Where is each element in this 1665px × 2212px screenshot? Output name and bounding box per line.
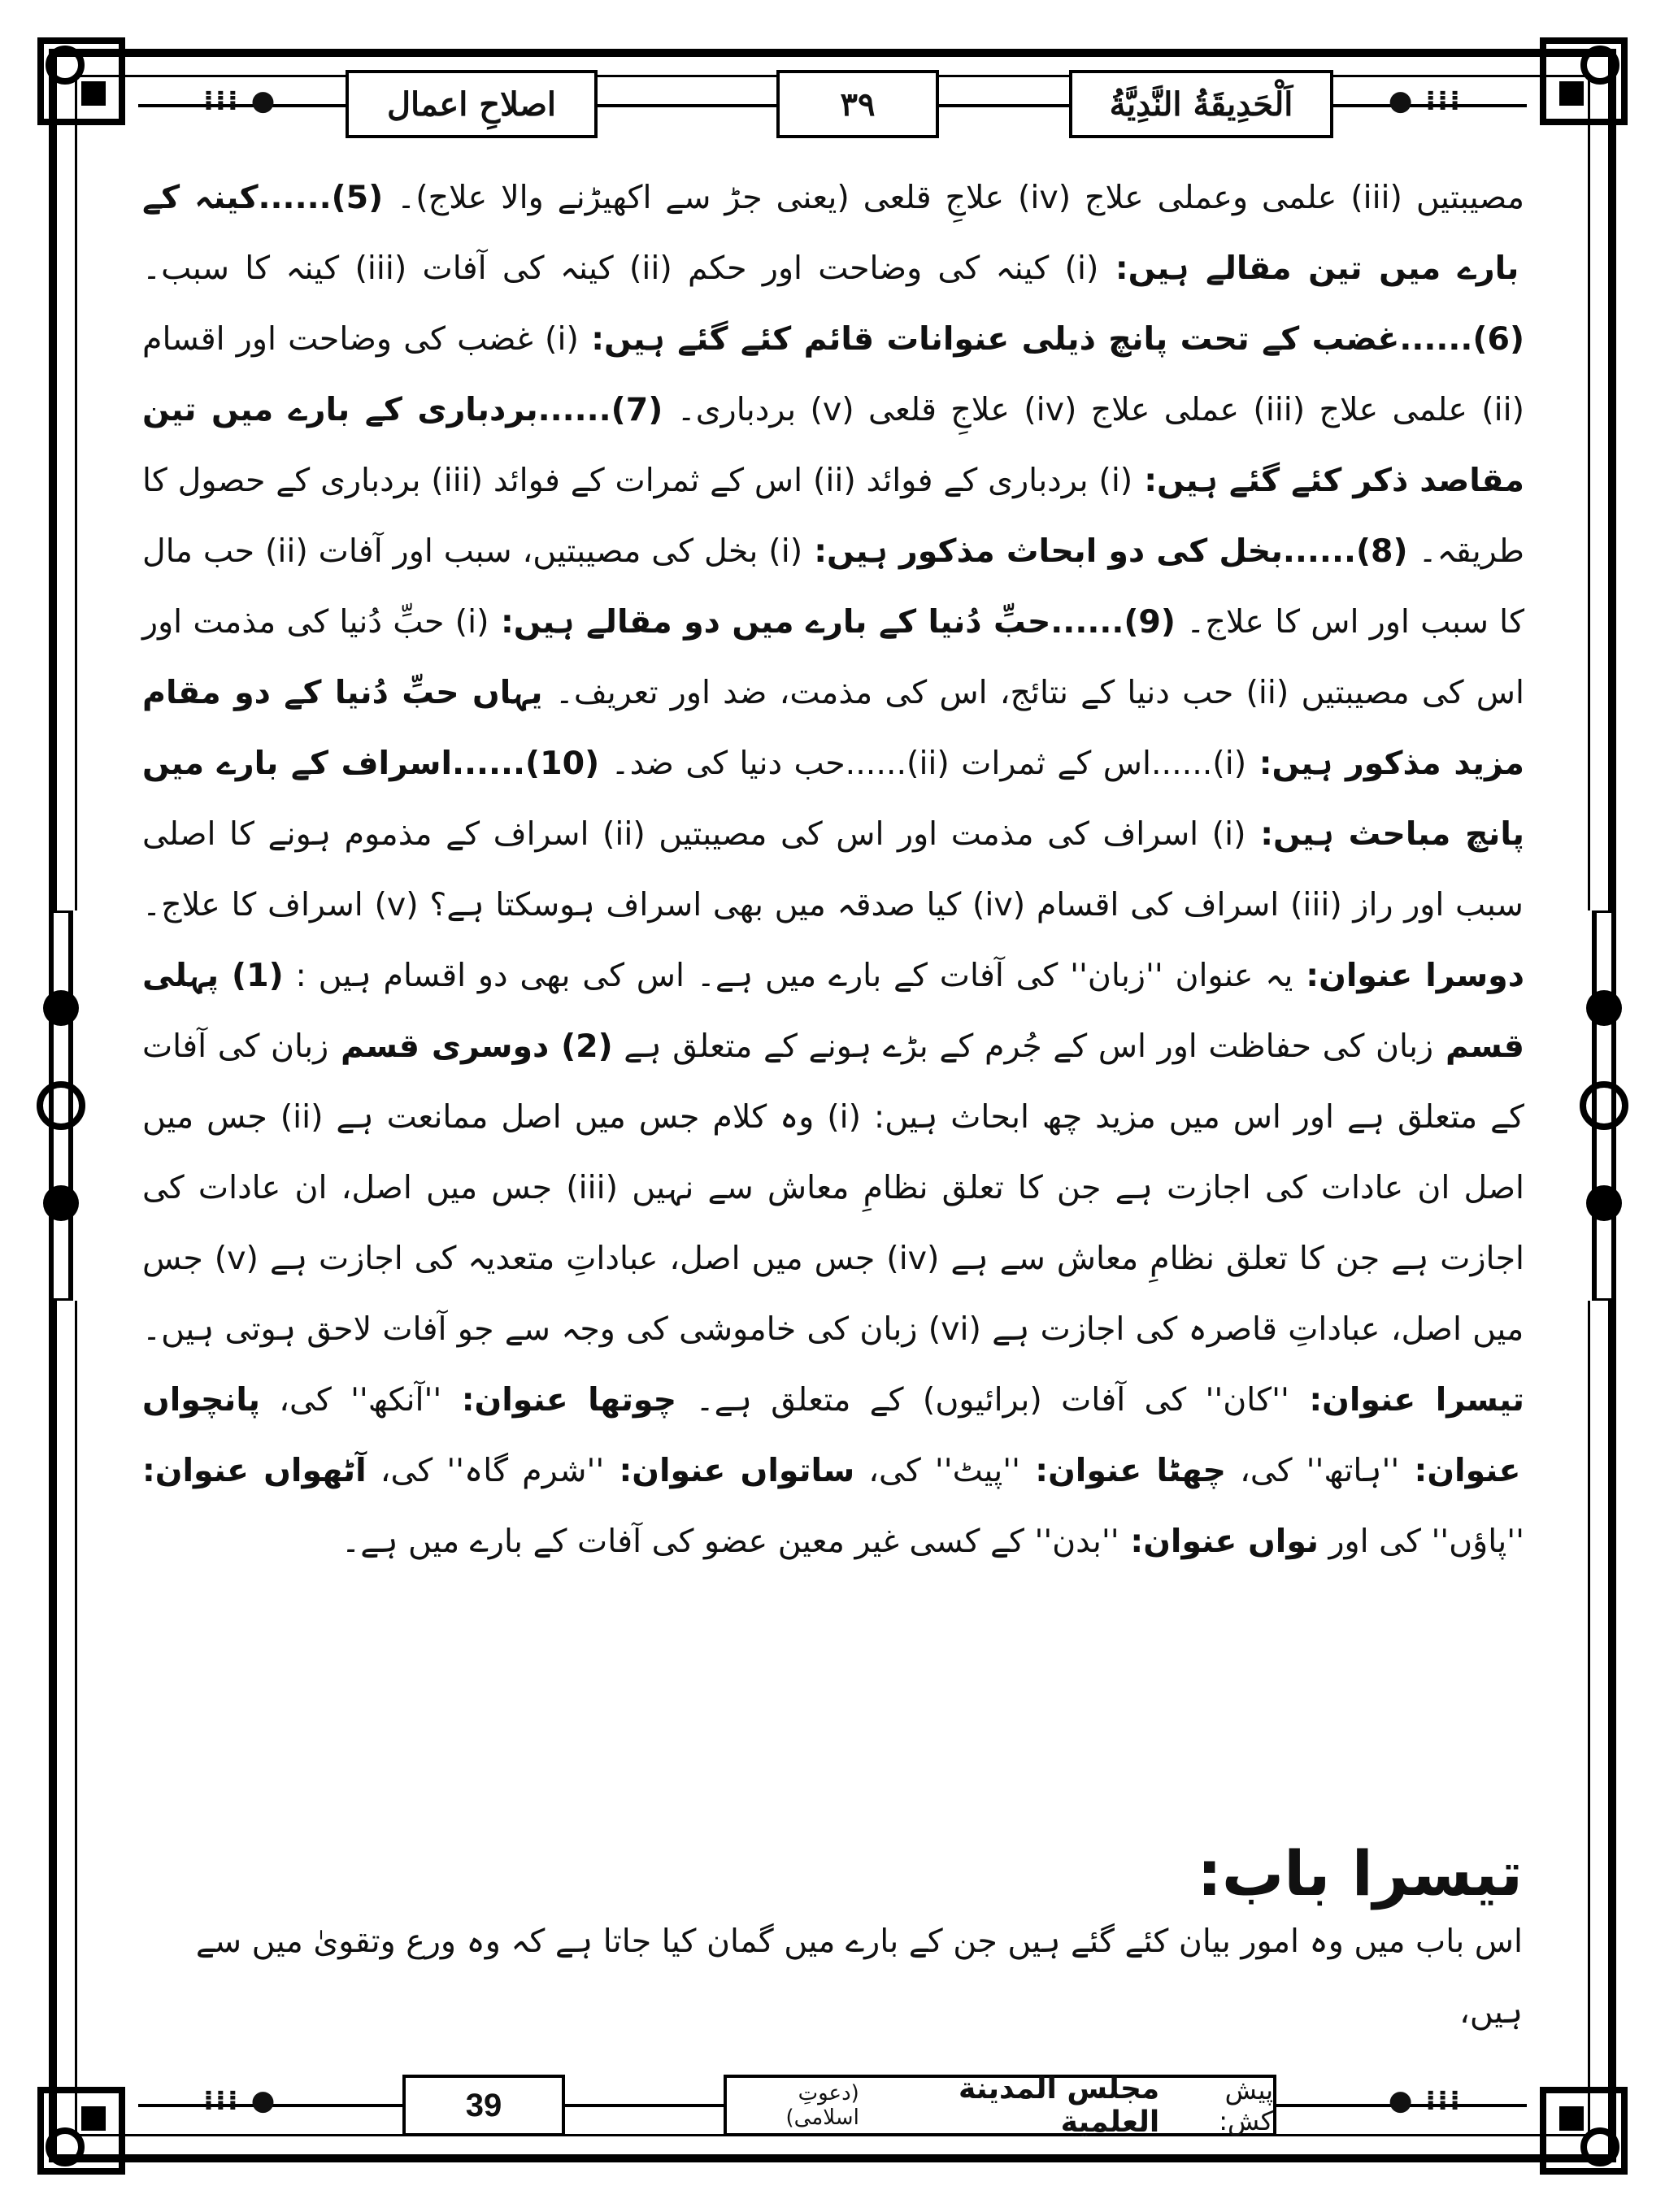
text-run: ''بدن'' کے کسی غیر معین عضو کی آفات کے بارے میں ہے۔ (341, 1523, 1119, 1560)
text-run: (i) حبِّ دُنیا کی مذمت اور اس کی مصیبتیں (ii) حب دنیا کے نتائج، اس کی مذمت، ضد اور تعریف۔ (142, 603, 1524, 711)
corner-ornament-icon (1535, 33, 1632, 130)
header-right-title-text: اَلْحَدِيقَةُ النَّدِيَّةُ (1109, 85, 1293, 124)
body-paragraph (142, 163, 1524, 1577)
chapter-title: تیسرا باب: (1197, 1837, 1523, 1910)
text-run: یہ عنوان ''زبان'' کی آفات کے بارے میں ہے۔ اس کی بھی دو اقسام ہیں : (283, 957, 1293, 994)
publisher-name: مجلس المدينة العلمية (959, 2072, 1160, 2139)
footer-publisher (724, 2072, 1276, 2139)
footer-page-number (402, 2075, 565, 2136)
main-text (142, 163, 1524, 1577)
text-run: ''شرم گاہ'' کی، (366, 1452, 605, 1489)
sixth-topic-heading: چھٹا عنوان: (1020, 1452, 1227, 1489)
header-ornament: ⁞⁞⁞ ● (203, 85, 277, 117)
text-run: (i)......اس کے ثمرات (ii)......حب دنیا کی ضد۔ (599, 745, 1247, 782)
text-run-bold: یہاں حبِّ دُنیا کے دو مقام مزید مذکور ہیں: (142, 674, 1525, 782)
chapter-intro: اس باب میں وہ امور بیان کئے گئے ہیں جن کے بارے میں گمان کیا جاتا ہے کہ وہ ورع وتقویٰ میں سے ہیں، (195, 1923, 1523, 2031)
second-type-heading: (2) دوسری قسم (328, 1028, 613, 1065)
text-run: زبان کی حفاظت اور اس کے جُرم کے بڑے ہونے کے متعلق ہے (612, 1028, 1434, 1065)
text-run: (i) بخل کی مصیبتیں، سبب اور آفات (ii) حب مال کا سبب اور اس کا علاج۔ (142, 532, 1525, 641)
header-page-number-text: ٣٩ (840, 85, 876, 124)
text-run: (i) کینہ کی وضاحت اور حکم (ii) کینہ کی آفات (iii) کینہ کا سبب۔ (142, 250, 1099, 287)
text-run: ''کان'' کی آفات (برائیوں) کے متعلق ہے۔ (676, 1381, 1289, 1419)
text-run: ''پیٹ'' کی، (854, 1452, 1021, 1489)
text-run: ''ہاتھ'' کی، (1226, 1452, 1400, 1489)
text-run: ''پاؤں'' کی اور (1318, 1523, 1524, 1560)
corner-ornament-icon (1535, 2082, 1632, 2179)
footer-ornament: ⁞⁞⁞ ● (203, 2084, 277, 2117)
publisher-note: (دعوتِ اسلامی) (785, 2081, 859, 2130)
side-ornament-icon (1580, 910, 1628, 1301)
section-10-heading: (10)......اسراف کے بارے میں پانچ مباحث ہیں: (142, 745, 1524, 853)
text-run: ''آنکھ'' کی، (259, 1381, 442, 1419)
presenter-label: پیش کش: (1219, 2075, 1273, 2136)
header-right-title (1069, 70, 1333, 138)
header-left-title (346, 70, 598, 138)
text-run: (i) اسراف کی مذمت اور اس کی مصیبتیں (ii) اسراف کے مذموم ہونے کا اصلی سبب اور راز (iii) اسراف کی اقسام (iv) کیا صدقہ میں بھی اسراف ہوسکتا ہے؟ (v) اسراف کا علاج۔ (142, 815, 1524, 923)
first-type-heading: (1) پہلی قسم (142, 957, 1524, 1065)
text-run: (i) غضب کی وضاحت اور اقسام (ii) علمی علاج (iii) عملی علاج (iv) علاجِ قلعی (v) بردباری۔ (142, 320, 1525, 428)
section-6-heading: (6)......غضب کے تحت پانچ ذیلی عنوانات قائم کئے گئے ہیں: (578, 320, 1524, 358)
header-ornament: ● ⁞⁞⁞ (1388, 85, 1462, 117)
text-run: (i) بردباری کے فوائد (ii) اس کے ثمرات کے فوائد (iii) بردباری کے حصول کا طریقہ۔ (142, 462, 1524, 570)
side-ornament-icon (37, 910, 85, 1301)
section-9-heading: (9)......حبِّ دُنیا کے بارے میں دو مقالے ہیں: (489, 603, 1176, 641)
ninth-topic-heading: نواں عنوان: (1119, 1523, 1319, 1560)
text-run: (i) وہ کلام جس میں اصل ممانعت ہے (ii) جس میں اصل ان عادات کی اجازت ہے جن کا تعلق نظامِ معاش سے نہیں (iii) جس میں اصل، ان عادات کی اجازت ہے جن کا تعلق نظامِ معاش سے ہے (iv) جس میں اصل، عباداتِ متعدیہ کی اجازت ہے (v) جس میں اصل، عباداتِ قاصرہ کی اجازت ہے (vi) زبان کی خاموشی کی وجہ سے جو آفات لاحق ہوتی ہیں۔ (142, 1098, 1524, 1348)
section-7-heading: (7)......بردباری کے بارے میں تین مقاصد ذکر کئے گئے ہیں: (142, 391, 1524, 499)
footer-ornament: ● ⁞⁞⁞ (1388, 2084, 1462, 2117)
footer-page-number-text: 39 (465, 2087, 502, 2123)
fifth-topic-heading: پانچواں عنوان: (142, 1381, 1521, 1489)
corner-ornament-icon (33, 33, 130, 130)
text-run: زبان کی آفات کے متعلق ہے اور اس میں مزید چھ ابحاث ہیں: (142, 1028, 1524, 1136)
header-page-number (776, 70, 939, 138)
header-left-title-text: اصلاحِ اعمال (386, 85, 557, 124)
fourth-topic-heading: چوتھا عنوان: (441, 1381, 677, 1419)
section-5-heading: (5)......کینہ کے بارے میں تین مقالے ہیں: (142, 179, 1519, 287)
seventh-topic-heading: ساتواں عنوان: (604, 1452, 855, 1489)
eighth-topic-heading: آٹھواں عنوان: (142, 1452, 367, 1489)
section-8-heading: (8)......بخل کی دو ابحاث مذکور ہیں: (802, 532, 1408, 570)
text-run: مصیبتیں (iii) علمی وعملی علاج (iv) علاجِ قلعی (یعنی جڑ سے اکھیڑنے والا علاج)۔ (383, 179, 1524, 216)
corner-ornament-icon (33, 2082, 130, 2179)
second-topic-heading: دوسرا عنوان: (1293, 957, 1524, 994)
third-topic-heading: تیسرا عنوان: (1289, 1381, 1525, 1419)
